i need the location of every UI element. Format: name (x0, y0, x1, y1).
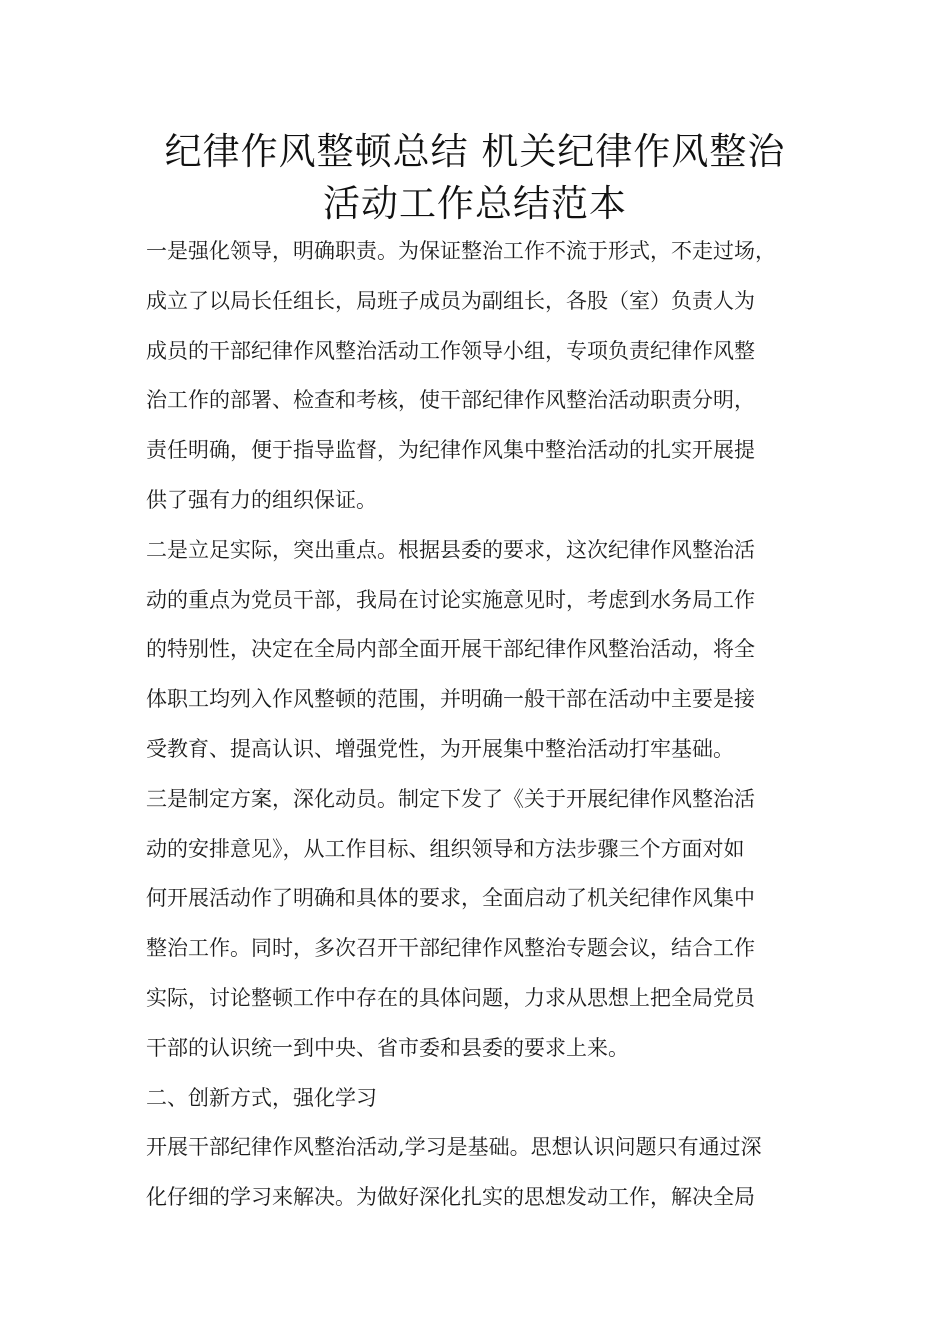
paragraph-line: 的特别性，决定在全局内部全面开展干部纪律作风整治活动，将全 (146, 637, 755, 662)
paragraph-line: 整治工作。同时，多次召开干部纪律作风整治专题会议，结合工作 (146, 936, 755, 961)
paragraph-line: 体职工均列入作风整顿的范围，并明确一般干部在活动中主要是接 (146, 687, 755, 712)
paragraph-line: 供了强有力的组织保证。 (146, 487, 377, 512)
title-line: 纪律作风整顿总结 机关纪律作风整治 (164, 130, 786, 173)
paragraph-line: 二是立足实际，突出重点。根据县委的要求，这次纪律作风整治活 (146, 537, 755, 562)
paragraph-line: 开展干部纪律作风整治活动,学习是基础。思想认识问题只有通过深 (146, 1135, 762, 1160)
paragraph-line: 动的重点为党员干部，我局在讨论实施意见时，考虑到水务局工作 (146, 587, 755, 612)
paragraph-line: 实际，讨论整顿工作中存在的具体问题，力求从思想上把全局党员 (146, 985, 755, 1010)
paragraph-line: 成员的干部纪律作风整治活动工作领导小组，专项负责纪律作风整 (146, 338, 755, 363)
document-title (100, 126, 850, 230)
paragraph-line: 动的安排意见》，从工作目标、组织领导和方法步骤三个方面对如 (146, 836, 745, 861)
paragraph-line: 三是制定方案，深化动员。制定下发了《关于开展纪律作风整治活 (146, 786, 755, 811)
paragraph-line: 受教育、提高认识、增强党性，为开展集中整治活动打牢基础。 (146, 736, 734, 761)
paragraph-line: 一是强化领导，明确职责。为保证整治工作不流于形式，不走过场， (146, 239, 776, 263)
paragraph-line: 治工作的部署、检查和考核，使干部纪律作风整治活动职责分明， (146, 388, 755, 413)
paragraph-line: 化仔细的学习来解决。为做好深化扎实的思想发动工作，解决全局 (146, 1185, 755, 1210)
section-heading: 二、创新方式，强化学习 (146, 1085, 377, 1110)
document-body (146, 227, 826, 1223)
title-line: 活动工作总结范本 (323, 182, 627, 225)
paragraph-line: 何开展活动作了明确和具体的要求，全面启动了机关纪律作风集中 (146, 886, 755, 911)
paragraph-line: 干部的认识统一到中央、省市委和县委的要求上来。 (146, 1035, 629, 1060)
paragraph-line: 成立了以局长任组长，局班子成员为副组长，各股（室）负责人为 (146, 288, 755, 313)
paragraph-line: 责任明确，便于指导监督，为纪律作风集中整治活动的扎实开展提 (146, 438, 755, 463)
